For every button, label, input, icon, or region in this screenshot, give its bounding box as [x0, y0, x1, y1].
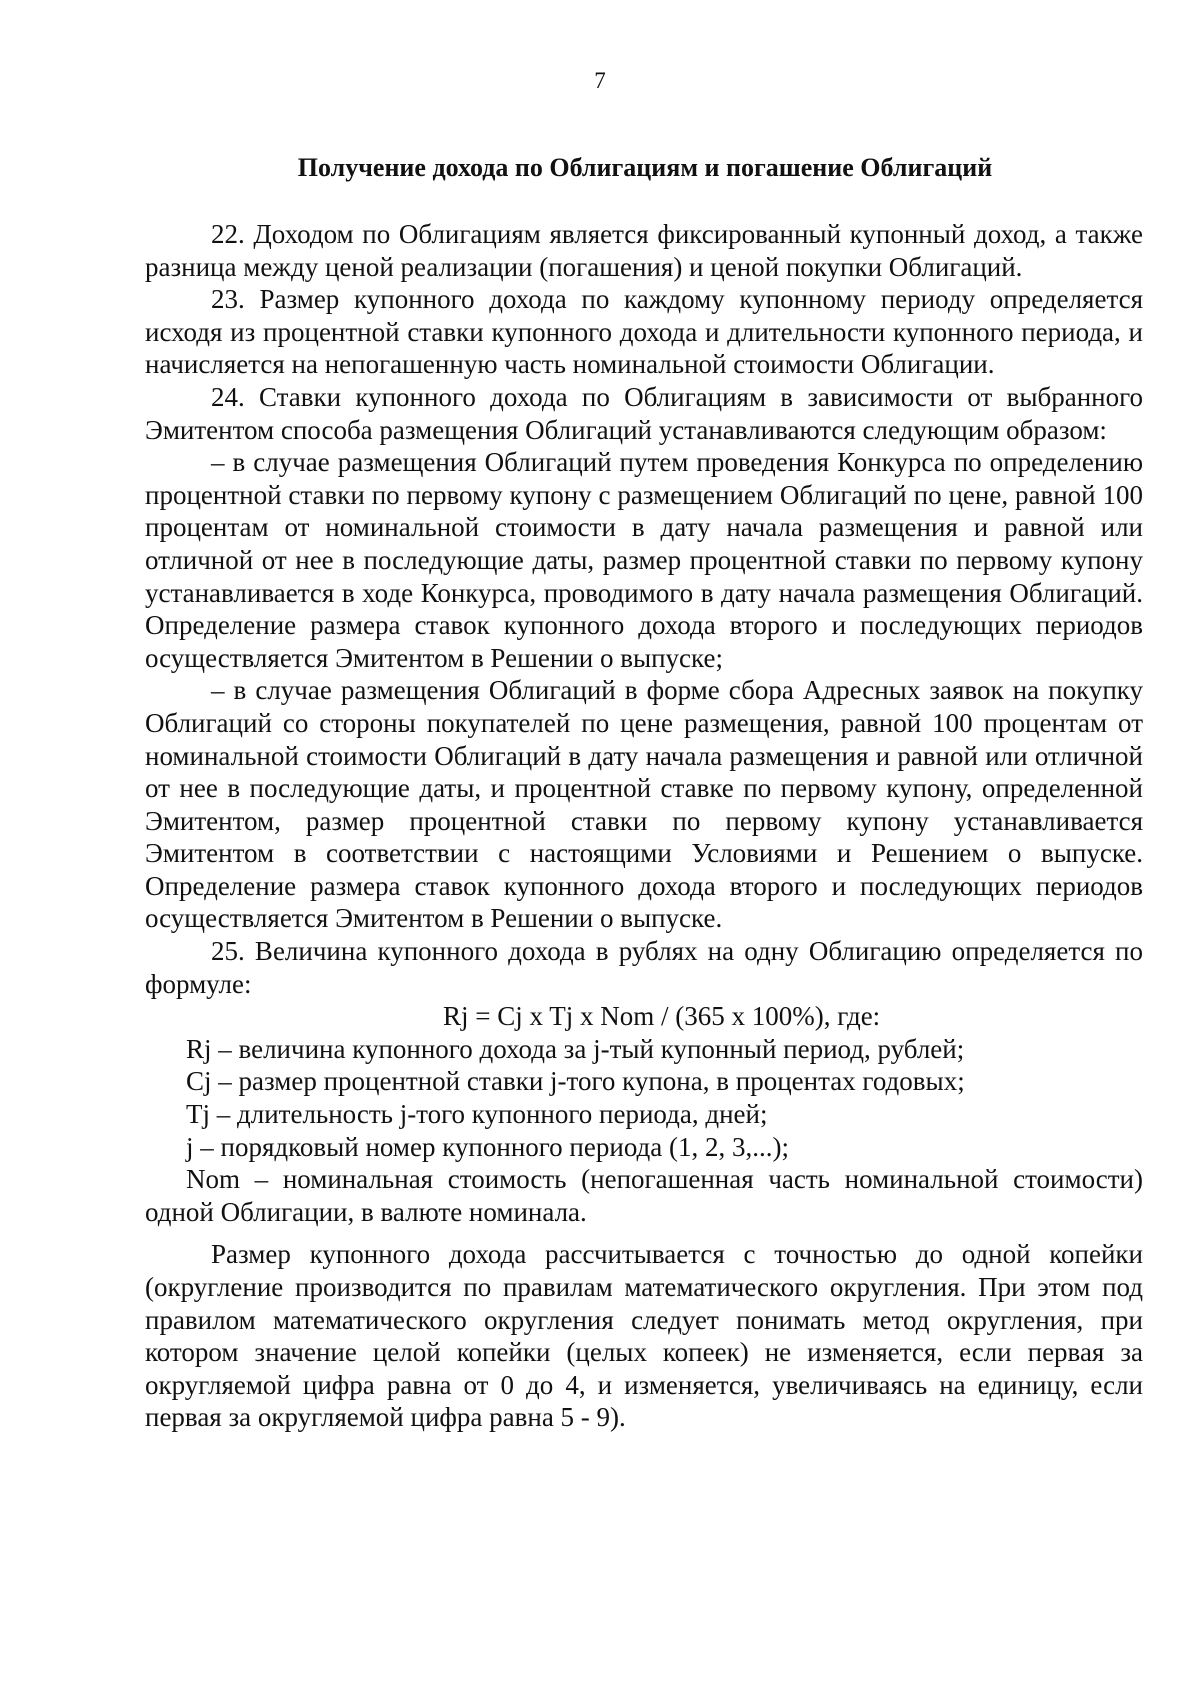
paragraph-24: 24. Ставки купонного дохода по Облигациям в зависимости от выбранного Эмитентом способа размещения Облигаций устанавливаются следующим образом:	[145, 381, 1143, 445]
definition-rj: Rj – величина купонного дохода за j-тый купонный период, рублей;	[186, 1033, 965, 1064]
definition-cj: Cj – размер процентной ставки j-того купона, в процентах годовых;	[186, 1066, 965, 1097]
definition-tj: Tj – длительность j-того купонного периода, дней;	[186, 1099, 768, 1130]
section-title: Получение дохода по Облигациям и погашение Облигаций	[297, 153, 993, 182]
rounding-paragraph: Размер купонного дохода рассчитывается с точностью до одной копейки (округление производится по правилам математического округления. При этом под правилом математического округления следует понимать метод округления, при котором значение целой копейки (целых копеек) не изменяется, если первая за округляемой цифра равна от 0 до 4, и изменяется, увеличиваясь на единицу, если первая за округляемой цифра равна 5 - 9).	[145, 1239, 1143, 1433]
paragraph-22: 22. Доходом по Облигациям является фиксированный купонный доход, а также разница между ценой реализации (погашения) и ценой покупки Облигаций.	[145, 219, 1143, 282]
coupon-formula: Rj = Cj x Tj x Nom / (365 x 100%), где:	[443, 1001, 881, 1032]
page-number: 7	[594, 68, 606, 93]
paragraph-25: 25. Величина купонного дохода в рублях на одну Облигацию определяется по формуле:	[145, 936, 1143, 999]
document-body	[145, 218, 1143, 1434]
paragraph-24-item-contest: – в случае размещения Облигаций путем проведения Конкурса по определению процентной ставки по первому купону с размещением Облигаций по цене, равной 100 процентам от номинальной стоимости в дату начала размещения и равной или отличной от нее в последующие даты, размер процентной ставки по первому купону устанавливается в ходе Конкурса, проводимого в дату начала размещения Облигаций. Определение размера ставок купонного дохода второго и последующих периодов осуществляется Эмитентом в Решении о выпуске;	[145, 447, 1143, 673]
paragraph-23: 23. Размер купонного дохода по каждому купонному периоду определяется исходя из процентной ставки купонного дохода и длительности купонного периода, и начисляется на непогашенную часть номинальной стоимости Облигации.	[145, 284, 1143, 380]
definition-j: j – порядковый номер купонного периода (1, 2, 3,...);	[186, 1131, 789, 1162]
paragraph-24-item-bookbuilding: – в случае размещения Облигаций в форме сбора Адресных заявок на покупку Облигаций со стороны покупателей по цене размещения, равной 100 процентам от номинальной стоимости Облигаций в дату начала размещения и равной или отличной от нее в последующие даты, и процентной ставке по первому купону, определенной Эмитентом, размер процентной ставки по первому купону устанавливается Эмитентом в соответствии с настоящими Условиями и Решением о выпуске. Определение размера ставок купонного дохода второго и последующих периодов осуществляется Эмитентом в Решении о выпуске.	[145, 675, 1143, 934]
definition-nom: Nom – номинальная стоимость (непогашенная часть номинальной стоимости) одной Облигации, в валюте номинала.	[145, 1164, 1143, 1227]
